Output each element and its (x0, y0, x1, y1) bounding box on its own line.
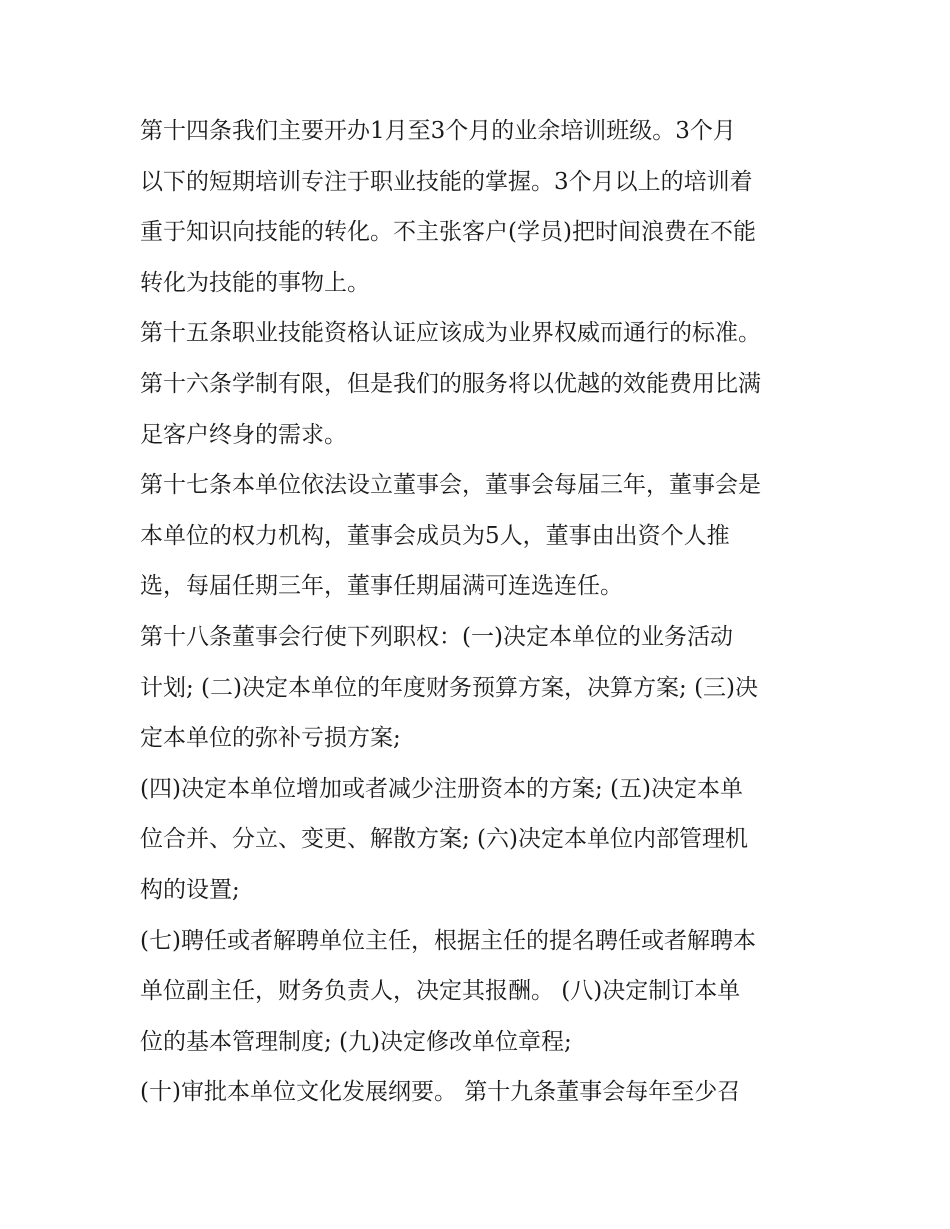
text-line: 单位副主任，财务负责人，决定其报酬。 (八)决定制订本单 (140, 978, 741, 1005)
text-line: 以下的短期培训专注于职业技能的掌握。3个月以上的培训着 (140, 168, 753, 195)
text-line: (七)聘任或者解聘单位主任，根据主任的提名聘任或者解聘本 (140, 927, 756, 954)
text-line: 计划; (二)决定本单位的年度财务预算方案，决算方案; (三)决 (140, 674, 759, 701)
text-line: 第十五条职业技能资格认证应该成为业界权威而通行的标准。 (140, 320, 761, 347)
text-line: 第十七条本单位依法设立董事会，董事会每届三年，董事会是 (140, 472, 761, 499)
text-line: 选，每届任期三年，董事任期届满可连选连任。 (140, 573, 623, 600)
text-line: 第十八条董事会行使下列职权：(一)决定本单位的业务活动 (140, 623, 733, 650)
text-line: 第十六条学制有限，但是我们的服务将以优越的效能费用比满 (140, 370, 761, 397)
text-line: 第十四条我们主要开办1月至3个月的业余培训班级。3个月 (140, 118, 736, 144)
text-line: (四)决定本单位增加或者减少注册资本的方案; (五)决定本单 (140, 775, 743, 802)
text-line: 本单位的权力机构，董事会成员为5人，董事由出资个人推 (140, 522, 730, 549)
document-body (140, 106, 830, 1118)
text-line: 足客户终身的需求。 (140, 421, 347, 448)
text-line: 构的设置; (140, 876, 240, 903)
text-line: 位的基本管理制度; (九)决定修改单位章程; (140, 1028, 572, 1055)
text-line: 转化为技能的事物上。 (140, 269, 370, 296)
text-line: 位合并、分立、变更、解散方案; (六)决定本单位内部管理机 (140, 826, 749, 853)
text-line: 定本单位的弥补亏损方案; (140, 725, 401, 752)
text-line: (十)审批本单位文化发展纲要。 第十九条董事会每年至少召 (140, 1079, 741, 1106)
text-line: 重于知识向技能的转化。不主张客户(学员)把时间浪费在不能 (140, 219, 756, 246)
